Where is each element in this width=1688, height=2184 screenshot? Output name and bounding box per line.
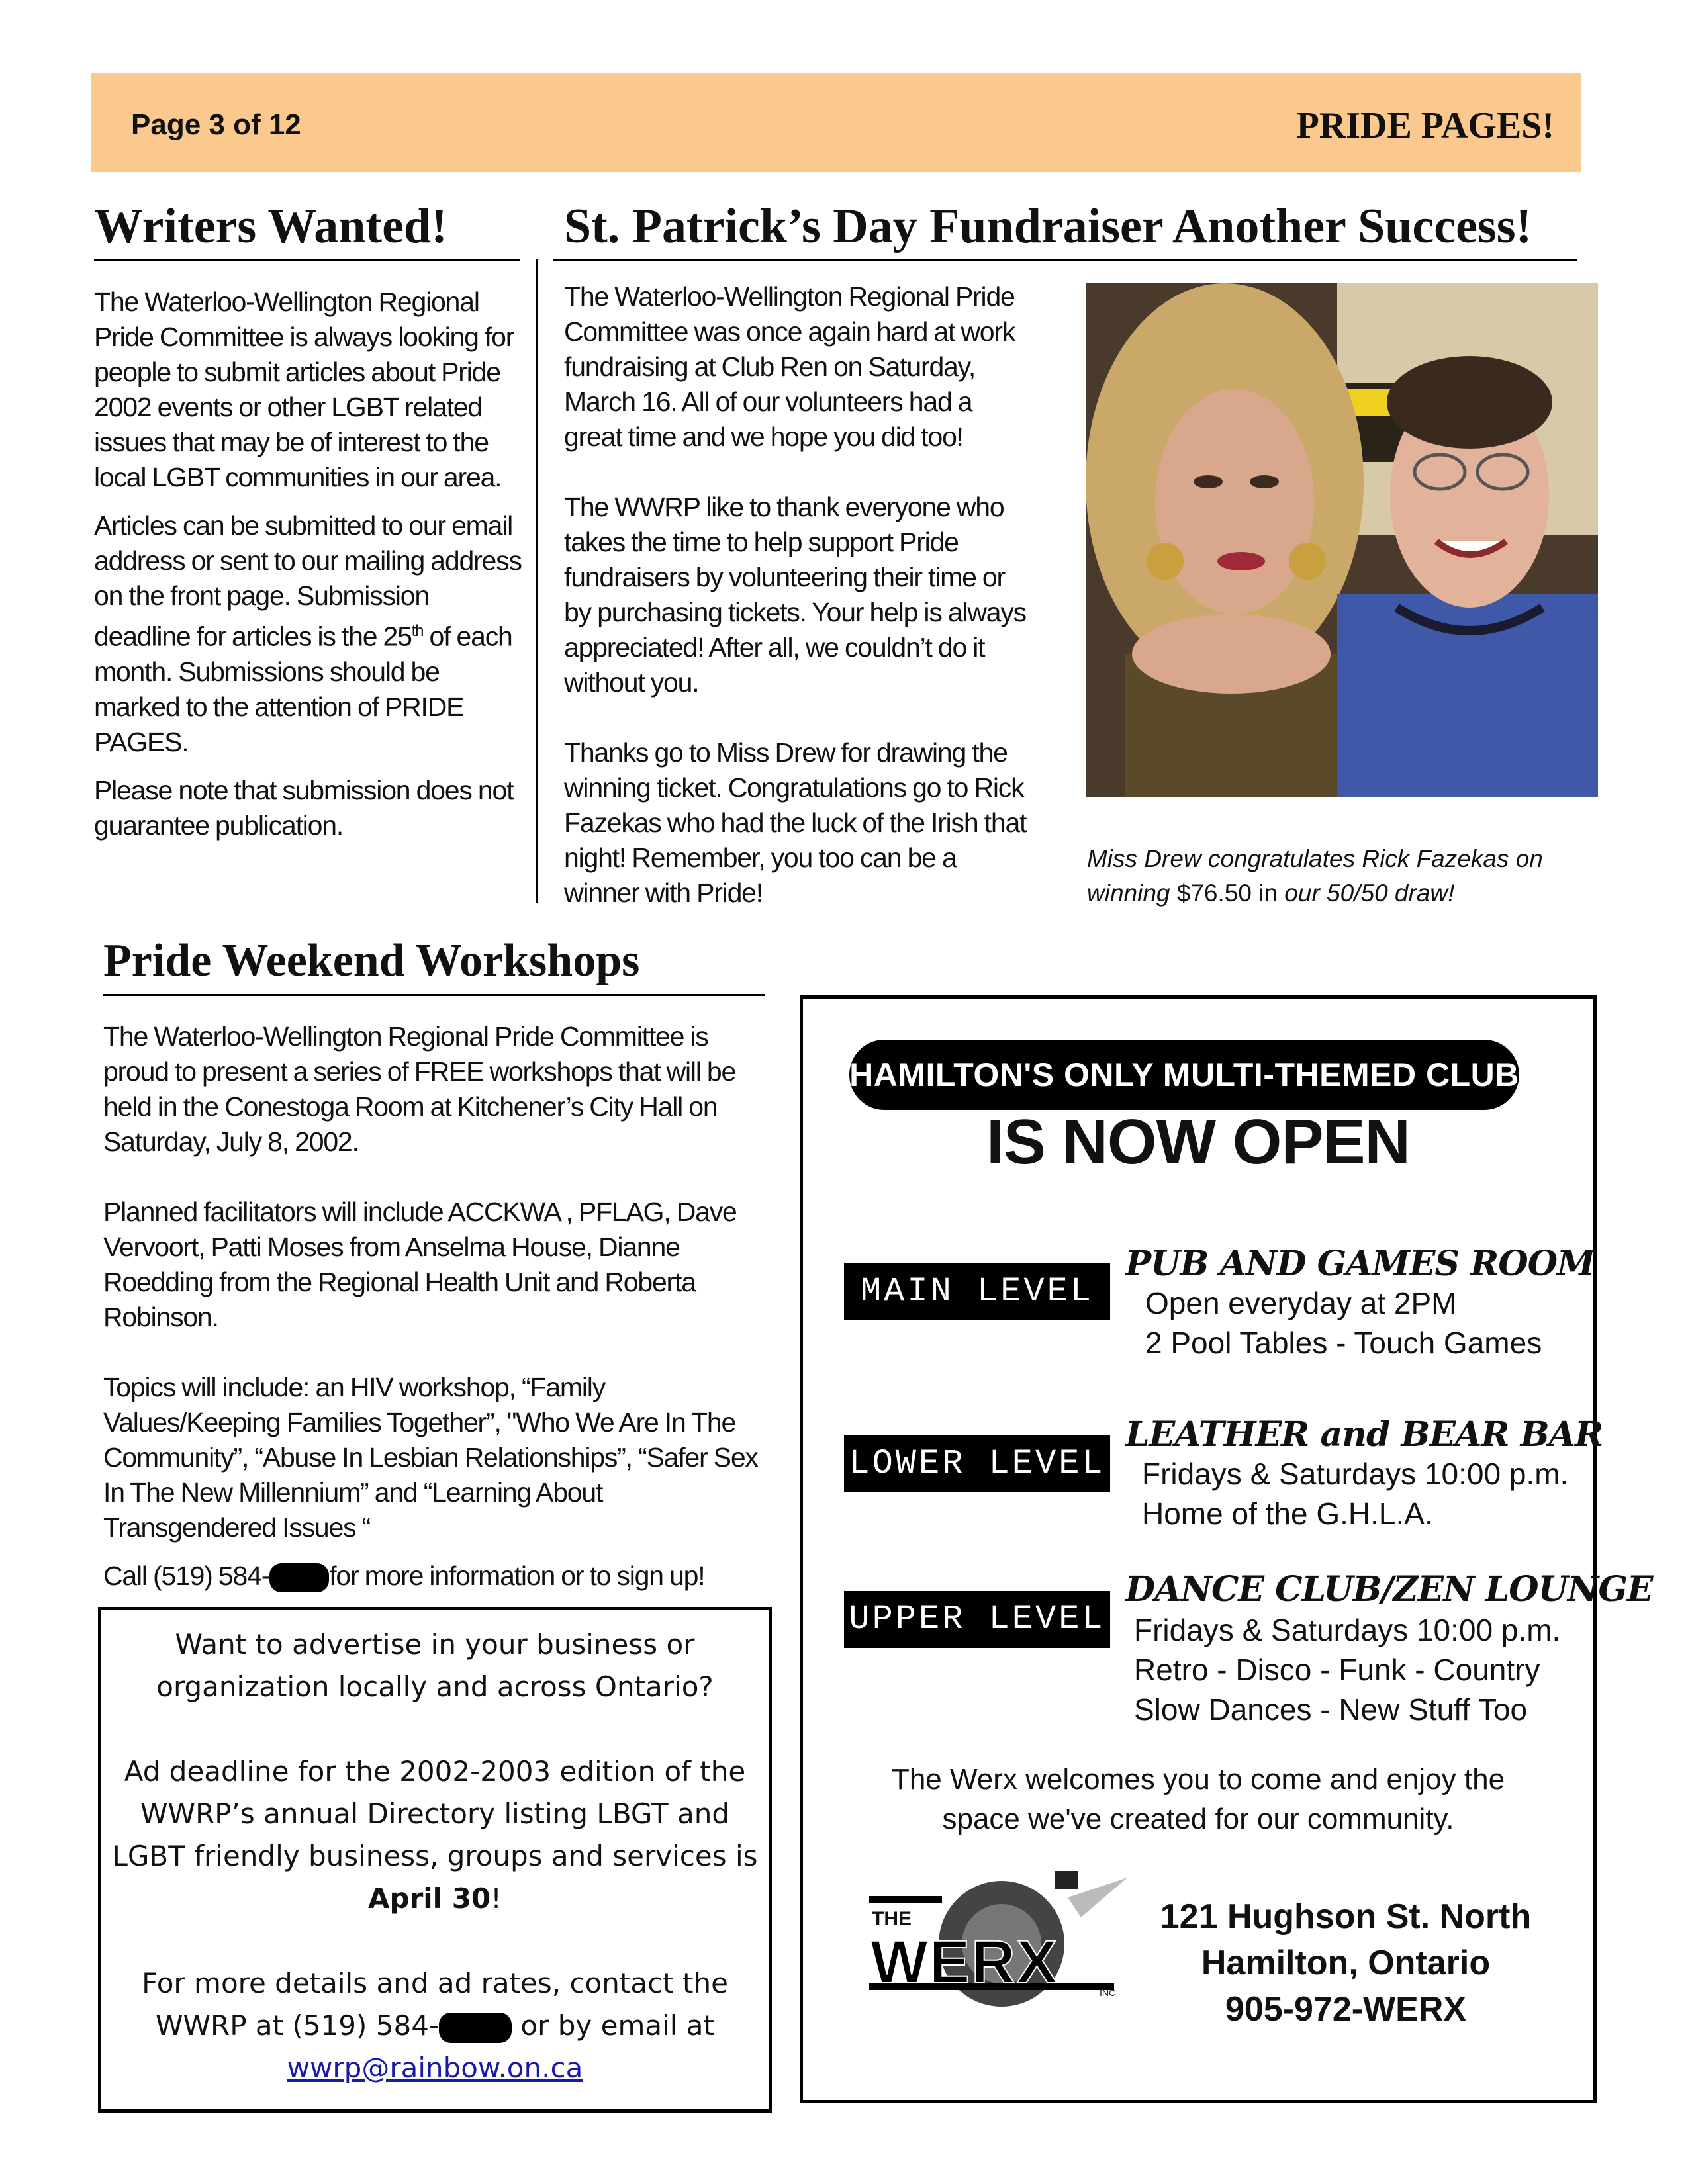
page-number: Page 3 of 12 bbox=[131, 109, 301, 141]
level-tag-upper: UPPER LEVEL bbox=[844, 1591, 1110, 1648]
advertise-p3-a: For more details and ad rates, contact the WWRP at (519) 584- bbox=[142, 1967, 728, 2042]
writers-heading: Writers Wanted! bbox=[94, 199, 447, 253]
stpat-rule bbox=[553, 259, 1577, 261]
werx-banner: HAMILTON'S ONLY MULTI-THEMED CLUB bbox=[849, 1040, 1519, 1110]
room-title-upper: DANCE CLUB/ZEN LOUNGE bbox=[1125, 1569, 1653, 1610]
address-line-1: 121 Hughson St. North bbox=[1160, 1897, 1532, 1936]
publication-title: PRIDE PAGES! bbox=[1296, 105, 1554, 146]
advertise-p1: Want to advertise in your business or organization locally and across Ontario? bbox=[156, 1628, 714, 1703]
level-tag-lower: LOWER LEVEL bbox=[844, 1435, 1110, 1492]
photo-illustration bbox=[1086, 283, 1598, 797]
caption-amount: $76.50 in bbox=[1176, 880, 1278, 907]
fundraiser-photo bbox=[1086, 283, 1598, 797]
stpat-p3: Thanks go to Miss Drew for drawing the winning ticket. Congratulations go to Rick Fazekas who had the luck of the Irish that night! Remember, you too can be a winner with Pride! bbox=[564, 737, 1027, 908]
stpat-p1: The Waterloo-Wellington Regional Pride Committee was once again hard at work fundraising at Club Ren on Saturday, March 16. All of our volunteers had a great time and we hope you did too! bbox=[564, 281, 1015, 452]
writers-p2-a: Articles can be submitted to our email address or sent to our mailing address on the front page. Submission deadline for articles is the 25 bbox=[94, 510, 522, 652]
stpat-heading: St. Patrick’s Day Fundraiser Another Success! bbox=[564, 199, 1532, 253]
writers-p1: The Waterloo-Wellington Regional Pride Committee is always looking for people to submit articles about Pride 2002 events or other LGBT related issues that may be of interest to the local LGBT communities in our area. bbox=[94, 287, 514, 492]
level-tag-main: MAIN LEVEL bbox=[844, 1263, 1110, 1320]
workshops-p2: Planned facilitators will include ACCKWA , PFLAG, Dave Vervoort, Patti Moses from Anselma House, Dianne Roedding from the Regional Health Unit and Roberta Robinson. bbox=[103, 1197, 737, 1332]
writers-p2 bbox=[94, 508, 524, 760]
room-line-upper-1: Fridays & Saturdays 10:00 p.m. bbox=[1134, 1613, 1561, 1647]
room-title-main: PUB AND GAMES ROOM bbox=[1125, 1244, 1595, 1284]
writers-article bbox=[94, 285, 524, 856]
workshops-p3: Topics will include: an HIV workshop, “Family Values/Keeping Families Together”, "Who We Are In The Community”, “Abuse In Lesbian Relationships”, “Safer Sex In The New Millennium” and “Learning About Transgendered Issues “ bbox=[103, 1372, 758, 1543]
room-title-lower: LEATHER and BEAR BAR bbox=[1125, 1414, 1603, 1455]
room-line-main-2: 2 Pool Tables - Touch Games bbox=[1145, 1326, 1542, 1360]
werx-ad bbox=[800, 995, 1653, 2103]
advertise-p2 bbox=[101, 1751, 769, 1920]
werx-address bbox=[1141, 1893, 1551, 2032]
logo-inc: INC bbox=[1100, 1987, 1116, 1998]
writers-p2-b: of each month. Submissions should be marked to the attention of PRIDE PAGES. bbox=[94, 621, 512, 757]
caption-b: our 50/50 draw! bbox=[1278, 880, 1455, 907]
werx-welcome bbox=[803, 1760, 1593, 1839]
welcome-line-2: space we've created for our community. bbox=[942, 1803, 1454, 1835]
workshops-p1: The Waterloo-Wellington Regional Pride Committee is proud to present a series of FREE workshops that will be held in the Conestoga Room at Kitchener’s City Hall on Saturday, July 8, 2002. bbox=[103, 1021, 736, 1157]
advertise-box bbox=[98, 1607, 772, 2113]
welcome-line-1: The Werx welcomes you to come and enjoy the bbox=[891, 1763, 1505, 1796]
werx-logo bbox=[869, 1871, 1134, 2010]
advertise-p2-b: ! bbox=[491, 1882, 502, 1915]
workshops-call bbox=[103, 1559, 765, 1594]
logo-the: THE bbox=[869, 1908, 914, 1931]
workshops-article bbox=[103, 1019, 765, 1607]
address-line-3: 905-972-WERX bbox=[1225, 1990, 1467, 2028]
room-line-lower-1: Fridays & Saturdays 10:00 p.m. bbox=[1142, 1457, 1569, 1491]
column-divider bbox=[536, 259, 538, 903]
caption-a: Miss Drew congratulates Rick Fazekas on winning bbox=[1087, 845, 1543, 907]
werx-headline: IS NOW OPEN bbox=[986, 1107, 1410, 1177]
advertise-p3-b: or by email at bbox=[512, 2009, 714, 2042]
photo-caption bbox=[1087, 842, 1603, 911]
redacted-phone bbox=[269, 1563, 329, 1592]
advertise-deadline: April 30 bbox=[368, 1882, 491, 1915]
room-line-lower-2: Home of the G.H.L.A. bbox=[1142, 1496, 1433, 1531]
room-line-main-1: Open everyday at 2PM bbox=[1145, 1286, 1457, 1320]
redacted-phone-2 bbox=[439, 2013, 512, 2043]
room-line-upper-3: Slow Dances - New Stuff Too bbox=[1134, 1692, 1528, 1727]
call-text-b: for more information or to sign up! bbox=[329, 1561, 705, 1591]
email-link[interactable]: wwrp@rainbow.on.ca bbox=[287, 2052, 583, 2084]
header-band bbox=[91, 73, 1581, 172]
advertise-p2-a: Ad deadline for the 2002-2003 edition of the WWRP’s annual Directory listing LBGT and LGBT friendly business, groups and services is bbox=[112, 1755, 758, 1872]
writers-rule bbox=[94, 259, 520, 261]
room-line-upper-2: Retro - Disco - Funk - Country bbox=[1134, 1653, 1540, 1687]
logo-name: WERX bbox=[870, 1929, 1058, 1996]
workshops-heading: Pride Weekend Workshops bbox=[103, 935, 640, 986]
call-text-a: Call (519) 584- bbox=[103, 1561, 270, 1591]
writers-p2-sup: th bbox=[411, 622, 424, 640]
writers-p3: Please note that submission does not guarantee publication. bbox=[94, 774, 514, 841]
workshops-rule bbox=[103, 994, 765, 996]
stpat-article bbox=[564, 279, 1034, 924]
address-line-2: Hamilton, Ontario bbox=[1201, 1944, 1491, 1982]
advertise-text bbox=[101, 1623, 769, 2089]
advertise-p3 bbox=[101, 1962, 769, 2089]
stpat-p2: The WWRP like to thank everyone who takes the time to help support Pride fundraisers by volunteering their time or by purchasing tickets. Your help is always appreciated! After all, we couldn’t do it without you. bbox=[564, 492, 1026, 698]
